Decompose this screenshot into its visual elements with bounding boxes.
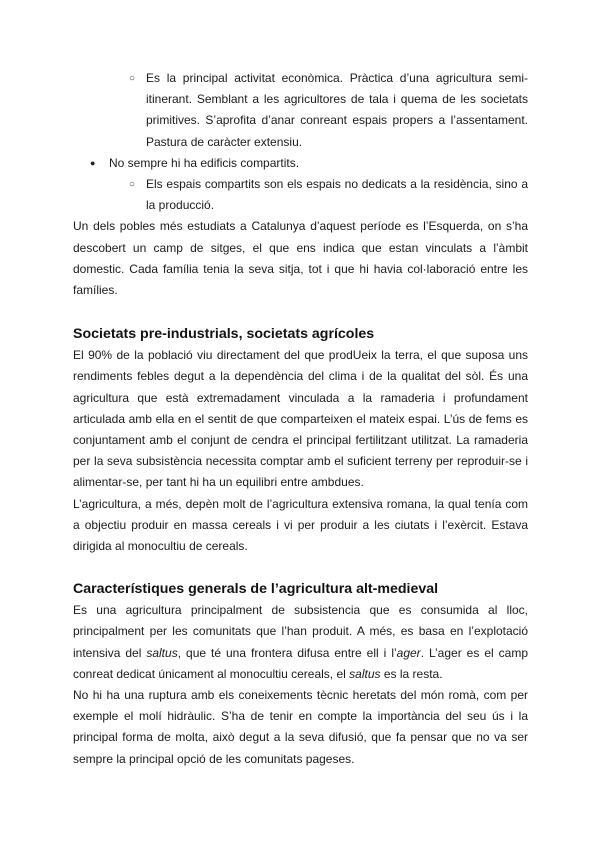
list-item-text: No sempre hi ha edificis compartits. [109, 155, 300, 170]
italic-term: saltus [349, 666, 381, 681]
list-item-buildings [73, 153, 528, 174]
spacer [73, 301, 528, 324]
list-subitem-shared-spaces [73, 174, 528, 216]
text-run: , que té una frontera difusa entre ell i l’ [177, 645, 397, 660]
list-subitem-activity [73, 68, 528, 153]
list-subitem-text: Els espais compartits son els espais no dedicats a la residència, sino a la producció. [146, 177, 528, 213]
text-run: es la resta. [380, 666, 443, 681]
intro-paragraph: Un dels pobles més estudiats a Catalunya d’aquest període es l’Esquerda, on s’ha descobert un camp de sitges, el que ens indica que estan vinculats a l’àmbit domestic. Cada família tenia la seva sitja, tot i que hi havia col·laboració entre les famílies. [73, 219, 528, 298]
section-heading-caracteristiques: Característiques generals de l’agricultura alt-medieval [73, 581, 439, 598]
text-run: Es una agricultura principalment de subsistencia que es consumida al lloc, principalment per les comunitats que l’han produit. A més, es basa en l’explotació intensiva del [73, 603, 528, 660]
italic-term: ager [396, 645, 421, 660]
italic-term: saltus [146, 645, 178, 660]
section2-paragraph-2: No hi ha una ruptura amb els coneixements tècnic heretats del món romà, com per exemple el molí hidràulic. S’ha de tenir en compte la importància del seu ús i la principal forma de molta, això degut a la seva difusió, que fa pensar que no va ser sempre la principal opció de les comunitats pageses. [73, 688, 528, 766]
spacer [73, 557, 528, 579]
document-body [73, 68, 528, 770]
filled-circle-bullet-icon: ● [90, 157, 96, 168]
section1-paragraph-2: L’agricultura, a més, depèn molt de l’agricultura extensiva romana, la qual tenía com a objectiu produir en massa cereals i vi per produir a les ciutats i l’exèrcit. Estava dirigida al monocultiu de cereals. [73, 496, 528, 554]
section-heading-societats: Societats pre-industrials, societats agrícoles [73, 326, 375, 343]
hollow-circle-bullet-icon: ○ [129, 73, 136, 84]
hollow-circle-bullet-icon: ○ [129, 179, 136, 191]
section1-paragraph-1: El 90% de la població viu directament del que prodUeix la terra, el que suposa uns rendiments febles degut a la dependència del clima i de la qualitat del sòl. És una agricultura que està extremadament vinculada a la ramaderia i profundament articulada amb ella en el sentit de que comparteixen el mateix espai. L’ús de fems es conjuntament amb el conjunt de cendra el principal fertilitzant utilitzat. La ramaderia per la seva subsistència necessita comptar amb el suficient terreny per reproduir-se i alimentar-se, per tant hi ha un equilibri entre ambdues. [73, 348, 528, 490]
text-run: . L’ager es el camp conreat dedicat únicament al monocultiu cereals, el [73, 645, 528, 681]
section2-paragraph-1 [73, 600, 528, 685]
list-subitem-text: Es la principal activitat econòmica. Pràctica d’una agricultura semi-itinerant. Semblant a les agricultores de tala i quema de les societats primitives. S’aprofita d’anar conreant espais propers a l’assentament. Pastura de caràcter extensiu. [146, 71, 528, 149]
